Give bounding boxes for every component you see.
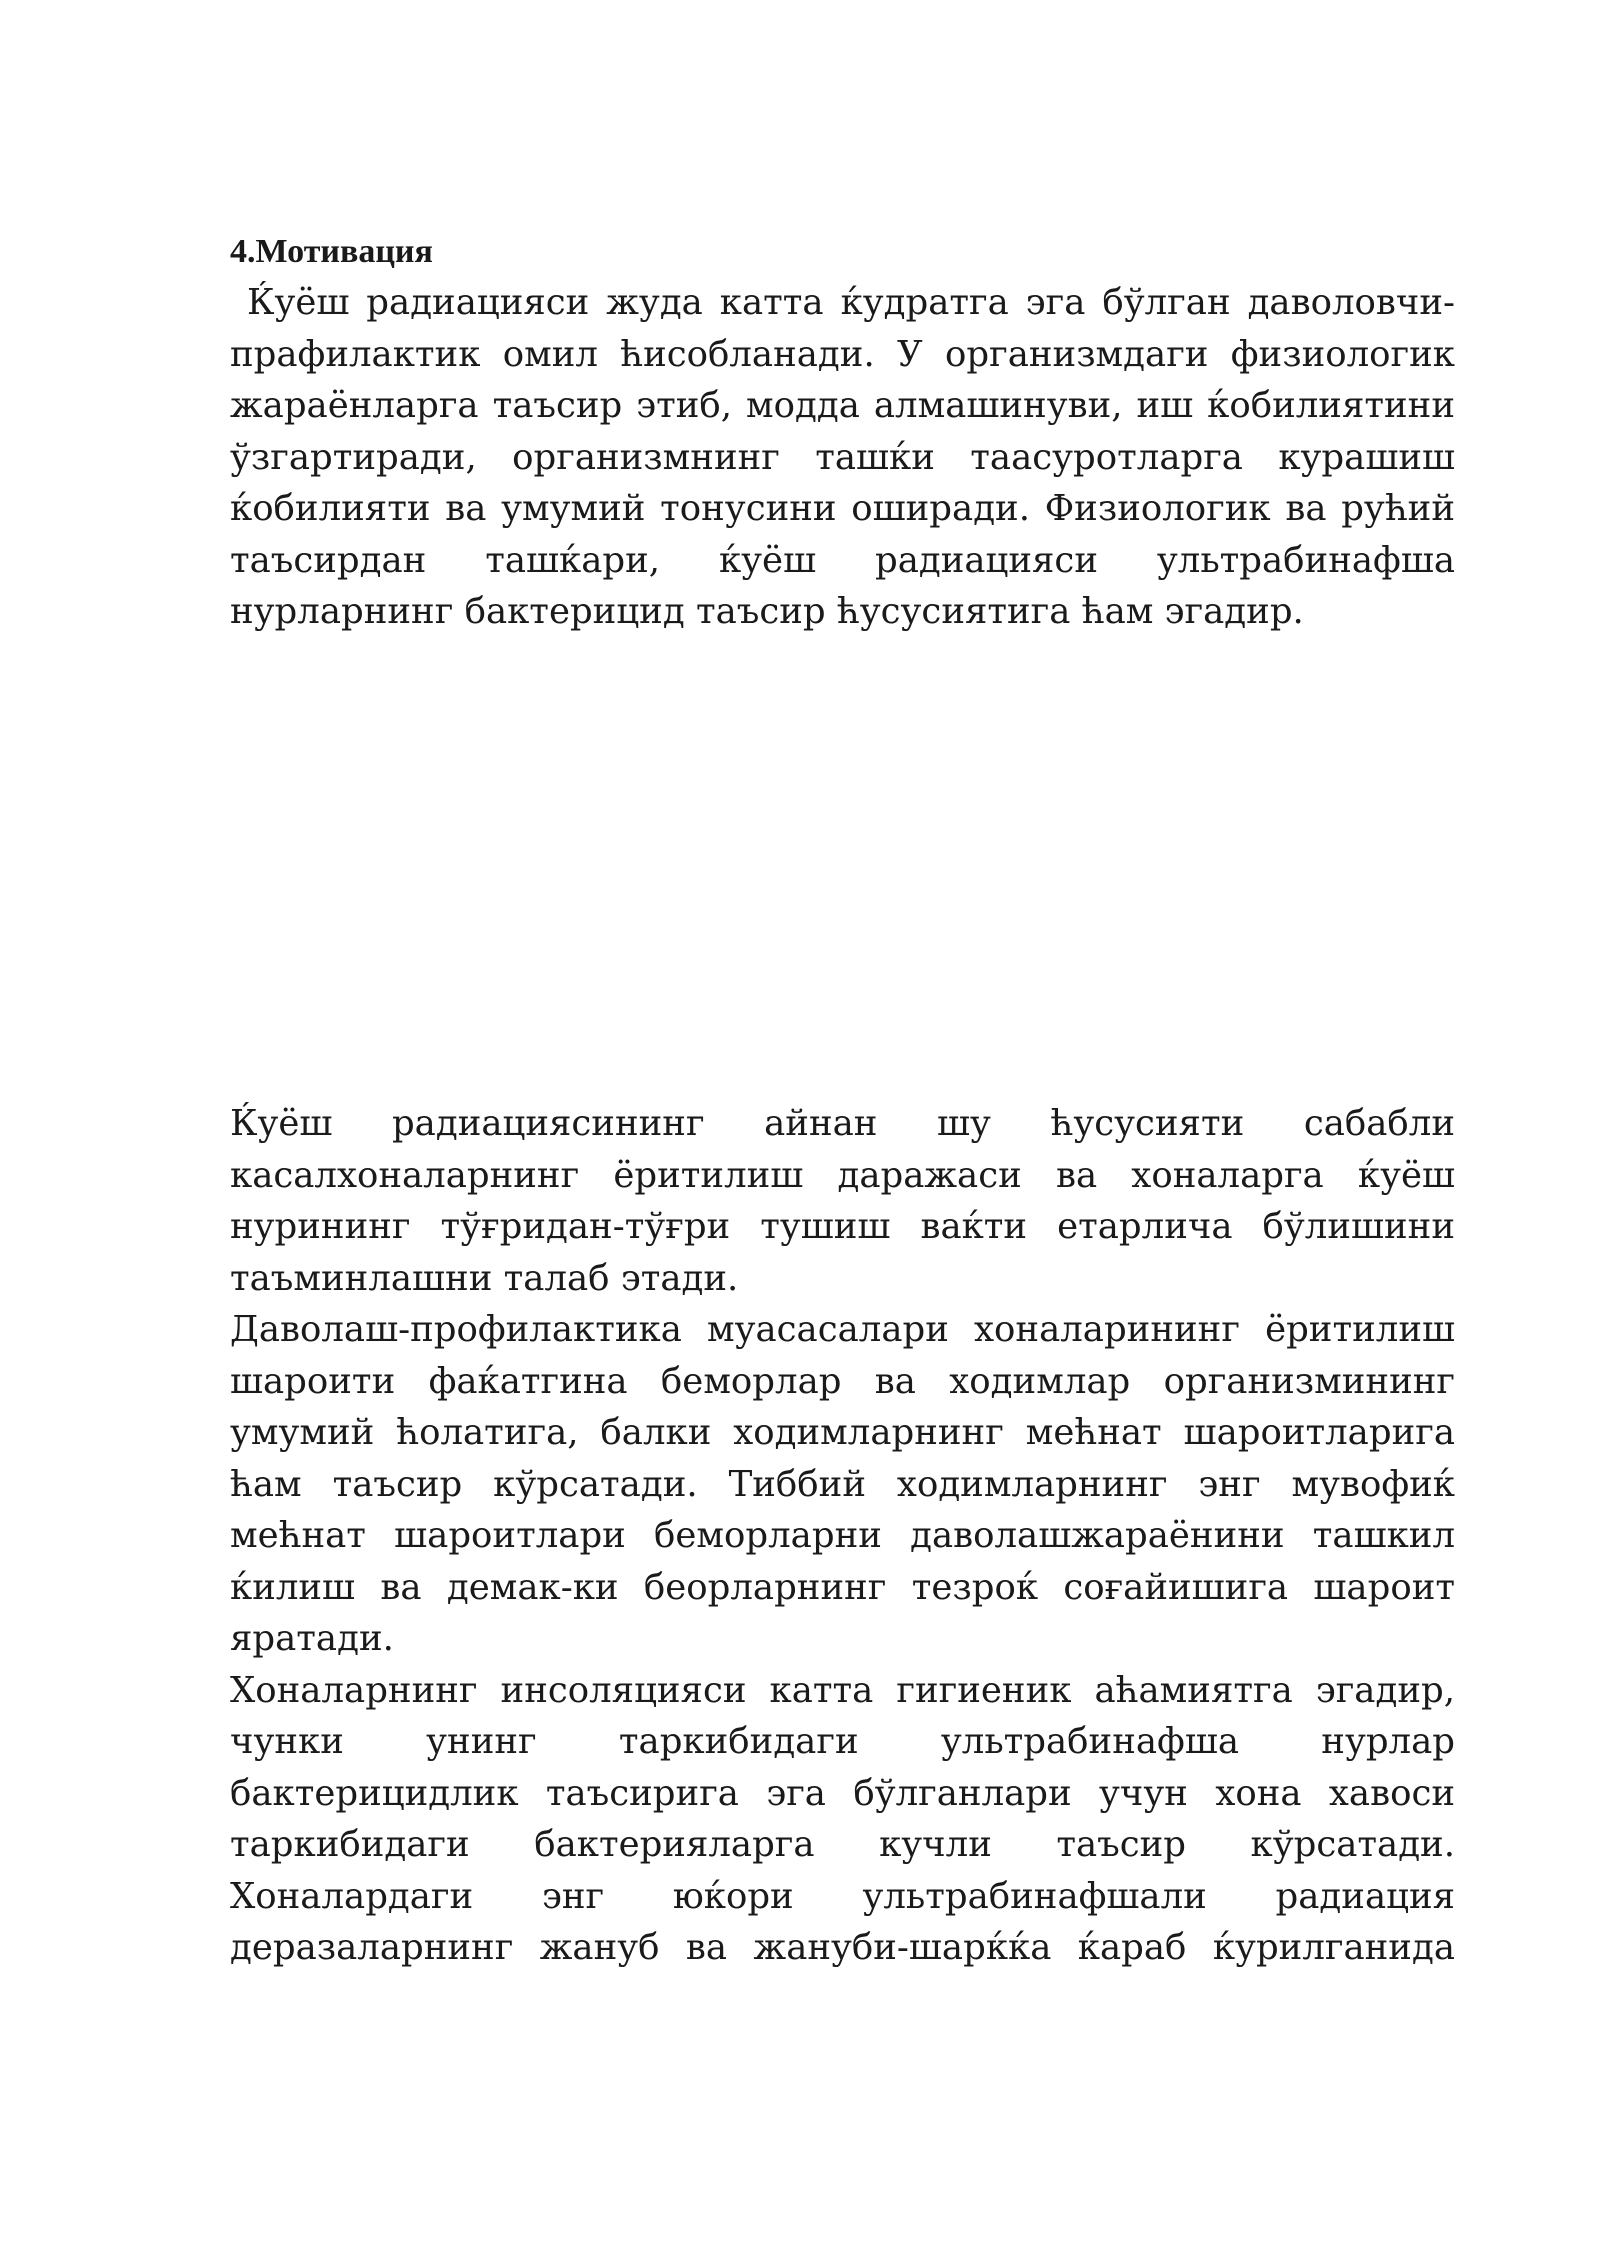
paragraph: Ќуёш радиацияси жуда катта ќудратга эга бўлган даволовчи-прафилактик омил ћисобланади. У организмдаги физиологик жараёнларга таъсир этиб, модда алмашинуви, иш ќобилиятини ўзгартиради, организмнинг ташќи таасуротларга курашиш ќобилияти ва умумий тонусини оширади. Физиологик ва рућий таъсирдан ташќари, ќуёш радиацияси ультрабинафша нурларнинг бактерицид таъсир ћусусиятига ћам эгадир.	[230, 282, 1467, 632]
paragraph: Даволаш-профилактика муасасалари хоналарининг ёритилиш шароити фаќатгина беморлар ва ходимлар организмининг умумий ћолатига, балки ходимларнинг мећнат шароитларига ћам таъсир кўрсатади. Тиббий ходимларнинг энг мувофиќ мећнат шароитлари беморларни даволашжараёнини ташкил ќилиш ва демак-ки беорларнинг тезроќ соғайишига шароит яратади.	[230, 1309, 1455, 1659]
motivation-text-block	[230, 277, 1467, 638]
section-heading: 4.Мотивация	[230, 233, 433, 270]
paragraph: Ќуёш радиациясининг айнан шу ћусусияти сабабли касалхоналарнинг ёритилиш даражаси ва хоналарга ќуёш нурининг тўғридан-тўғри тушиш ваќти етарлича бўлишини таъминлашни талаб этади.	[230, 1103, 1455, 1299]
paragraph: Хоналарнинг инсоляцияси катта гигиеник аћамиятга эгадир, чунки унинг таркибидаги ультрабинафша нурлар бактерицидлик таъсирига эга бўлганлари учун хона хавоси таркибидаги бактерияларга кучли таъсир кўрсатади. Хоналардаги энг юќори ультрабинафшали радиация деразаларнинг жануб ва жануби-шарќќа ќараб ќурилганида	[230, 1669, 1455, 1968]
insolation-text-block	[230, 1098, 1455, 1974]
